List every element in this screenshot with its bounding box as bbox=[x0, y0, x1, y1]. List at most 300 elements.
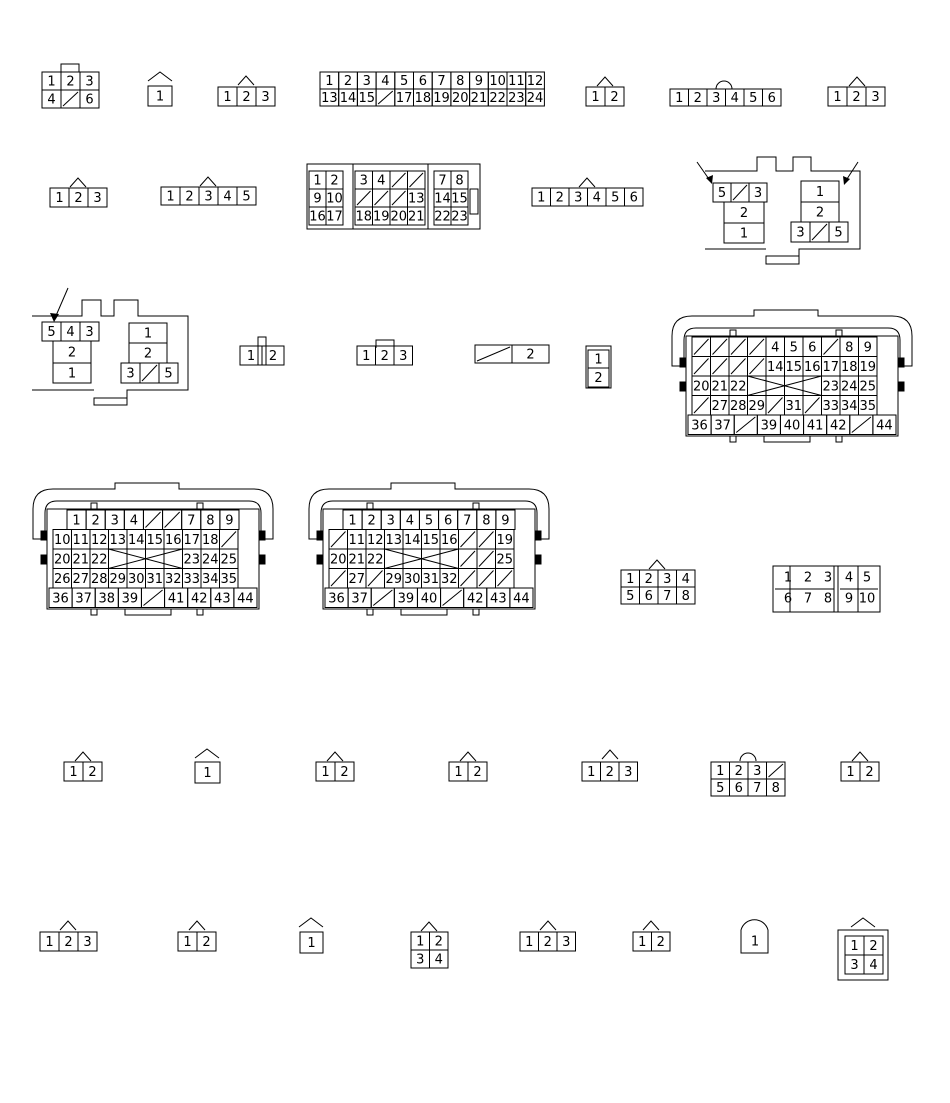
pin-number: 6 bbox=[783, 591, 793, 607]
polarizing-key bbox=[259, 531, 265, 540]
lock-tab bbox=[195, 749, 219, 758]
pin-number: 14 bbox=[127, 532, 145, 548]
connector-c30 bbox=[40, 921, 97, 951]
pin-number: 4 bbox=[681, 572, 690, 587]
bottom-tab bbox=[764, 436, 810, 442]
pin-number: 1 bbox=[454, 765, 463, 780]
pin-number: 5 bbox=[716, 781, 725, 796]
pin-number: 6 bbox=[418, 74, 427, 89]
pointer-arrow bbox=[55, 288, 68, 318]
empty-pin-slash bbox=[142, 365, 157, 381]
pin-number: 3 bbox=[416, 952, 425, 968]
lock-tab bbox=[852, 752, 868, 761]
lock-tab bbox=[189, 921, 205, 930]
polarizing-key bbox=[535, 555, 541, 564]
pin-number: 1 bbox=[183, 935, 192, 950]
pin-number: 10 bbox=[326, 191, 343, 207]
pin-number: 6 bbox=[85, 92, 94, 108]
pin-number: 37 bbox=[75, 591, 92, 607]
pin-number: 2 bbox=[330, 173, 339, 189]
pin-number: 44 bbox=[876, 418, 893, 434]
connector-hood bbox=[672, 310, 912, 366]
lock-tab bbox=[602, 750, 618, 759]
empty-pin-slash bbox=[222, 532, 237, 548]
pin-number: 20 bbox=[329, 552, 347, 568]
pin-number: 34 bbox=[201, 571, 219, 587]
arrow-head bbox=[843, 176, 850, 185]
pin-number: 3 bbox=[823, 570, 833, 586]
pin-number: 8 bbox=[456, 74, 465, 89]
latch bbox=[470, 189, 478, 214]
pin-number: 22 bbox=[90, 552, 108, 568]
empty-pin-slash bbox=[852, 417, 871, 433]
pin-number: 1 bbox=[362, 349, 371, 364]
lock-tab bbox=[597, 77, 613, 86]
pin-number: 16 bbox=[440, 532, 458, 548]
pin-number: 40 bbox=[420, 591, 438, 607]
connector-c27 bbox=[582, 750, 638, 781]
pin-number: 18 bbox=[355, 209, 373, 225]
connector-c17 bbox=[586, 346, 611, 388]
connector-c15 bbox=[357, 340, 413, 365]
pin-number: 6 bbox=[767, 91, 776, 106]
pin-number: 22 bbox=[729, 379, 747, 395]
pin-number: 1 bbox=[223, 90, 232, 105]
empty-pin-slash bbox=[750, 339, 765, 355]
lock-tab bbox=[70, 178, 86, 187]
pin-cell bbox=[422, 549, 441, 569]
pin-number: 22 bbox=[489, 91, 506, 106]
pin-number: 39 bbox=[121, 591, 139, 607]
empty-pin-slash bbox=[768, 398, 783, 414]
pin-number: 2 bbox=[555, 190, 564, 206]
connector-c24 bbox=[195, 749, 220, 783]
pin-number: 36 bbox=[328, 591, 345, 607]
empty-pin-slash bbox=[357, 191, 371, 205]
pin-number: 3 bbox=[712, 91, 721, 106]
pin-number: 8 bbox=[455, 173, 464, 189]
pin-number: 20 bbox=[692, 379, 710, 395]
pin-number: 2 bbox=[202, 935, 211, 950]
connector-c2 bbox=[148, 72, 172, 106]
pin-number: 3 bbox=[93, 191, 102, 206]
pin-number: 1 bbox=[67, 366, 77, 382]
pin-number: 4 bbox=[377, 173, 386, 189]
pin-number: 17 bbox=[395, 91, 413, 106]
pin-number: 1 bbox=[143, 326, 153, 342]
pin-number: 24 bbox=[840, 379, 858, 395]
connector-c10 bbox=[307, 164, 480, 229]
pin-number: 33 bbox=[183, 571, 201, 587]
pin-number: 4 bbox=[844, 570, 854, 586]
connector-c3 bbox=[218, 76, 275, 106]
pin-number: 7 bbox=[438, 173, 447, 189]
connector-c1 bbox=[42, 64, 99, 108]
pin-number: 7 bbox=[663, 589, 672, 604]
lock-tab bbox=[716, 81, 732, 89]
pin-number: 41 bbox=[806, 418, 824, 434]
pin-number: 6 bbox=[644, 589, 653, 604]
pin-number: 27 bbox=[72, 571, 90, 587]
pin-number: 14 bbox=[403, 532, 421, 548]
pin-number: 23 bbox=[822, 379, 840, 395]
pin-number: 5 bbox=[862, 570, 872, 586]
empty-pin-slash bbox=[824, 339, 839, 355]
empty-pin-slash bbox=[461, 532, 476, 548]
pin-number: 18 bbox=[414, 91, 432, 106]
pin-number: 13 bbox=[109, 532, 127, 548]
pin-number: 5 bbox=[611, 190, 620, 206]
connector-c12 bbox=[697, 157, 860, 264]
connector-c13 bbox=[32, 288, 188, 405]
pin-number: 38 bbox=[98, 591, 116, 607]
pin-number: 28 bbox=[90, 571, 108, 587]
pin-number: 24 bbox=[526, 91, 544, 106]
empty-pin-slash bbox=[392, 173, 406, 187]
empty-pin-slash bbox=[373, 590, 392, 606]
pin-number: 18 bbox=[840, 359, 858, 375]
pin-number: 32 bbox=[440, 571, 458, 587]
connector-c33 bbox=[411, 922, 448, 968]
pin-number: 1 bbox=[850, 939, 859, 954]
connector-c7 bbox=[828, 77, 885, 106]
connector-c35 bbox=[633, 921, 670, 951]
pin-number: 3 bbox=[399, 349, 408, 364]
pin-number: 30 bbox=[127, 571, 145, 587]
pin-number: 2 bbox=[605, 765, 614, 780]
pin-number: 9 bbox=[474, 74, 484, 89]
empty-pin-slash bbox=[63, 92, 78, 106]
pin-number: 25 bbox=[859, 379, 877, 395]
connector-c6 bbox=[670, 81, 781, 106]
pin-number: 13 bbox=[321, 91, 338, 106]
pin-number: 2 bbox=[594, 371, 603, 386]
pin-number: 20 bbox=[451, 91, 469, 106]
pin-number: 29 bbox=[748, 398, 766, 414]
empty-pin-slash bbox=[331, 571, 346, 587]
top-tab bbox=[91, 503, 97, 509]
lock-tab bbox=[851, 918, 875, 927]
pin-number: 2 bbox=[380, 349, 389, 364]
top-tab bbox=[367, 503, 373, 509]
top-tab bbox=[730, 330, 736, 336]
pin-number: 1 bbox=[72, 513, 81, 529]
pin-number: 2 bbox=[66, 74, 75, 90]
pin-number: 1 bbox=[675, 91, 684, 106]
pin-number: 8 bbox=[771, 781, 780, 796]
empty-pin-slash bbox=[694, 398, 709, 414]
pin-number: 5 bbox=[47, 325, 56, 340]
pin-number: 41 bbox=[167, 591, 185, 607]
pin-number: 1 bbox=[537, 190, 546, 206]
pin-number: 43 bbox=[490, 591, 507, 607]
connector-c31 bbox=[178, 921, 216, 951]
pin-number: 27 bbox=[348, 571, 366, 587]
pin-number: 8 bbox=[823, 591, 833, 607]
pin-number: 1 bbox=[313, 173, 322, 189]
connector-c28 bbox=[711, 753, 785, 796]
pin-number: 1 bbox=[739, 226, 749, 242]
pin-number: 2 bbox=[865, 765, 874, 780]
pin-number: 4 bbox=[66, 325, 75, 340]
pin-number: 3 bbox=[85, 325, 94, 340]
empty-pin-slash bbox=[479, 532, 494, 548]
empty-pin-slash bbox=[498, 571, 513, 587]
pin-number: 2 bbox=[91, 513, 100, 529]
bottom-tab bbox=[730, 436, 736, 442]
pin-number: 2 bbox=[610, 90, 619, 105]
empty-pin-slash bbox=[731, 359, 746, 375]
connector-c23 bbox=[64, 752, 102, 781]
bottom-tab bbox=[836, 436, 842, 442]
pin-number: 4 bbox=[592, 190, 601, 206]
pin-number: 2 bbox=[343, 74, 353, 89]
top-tab bbox=[473, 503, 479, 509]
pin-number: 1 bbox=[594, 352, 603, 368]
connector-housing bbox=[705, 157, 860, 264]
pin-number: 31 bbox=[785, 398, 803, 414]
pin-number: 5 bbox=[749, 91, 758, 106]
pin-number: 20 bbox=[390, 209, 408, 225]
pin-number: 4 bbox=[381, 74, 390, 89]
polarizing-key bbox=[41, 555, 47, 564]
connector-c9 bbox=[161, 177, 256, 205]
lock-tab bbox=[740, 753, 756, 761]
pin-number: 2 bbox=[815, 205, 825, 221]
pin-number: 2 bbox=[869, 939, 878, 954]
empty-pin-slash bbox=[378, 91, 393, 104]
pin-number: 2 bbox=[88, 765, 97, 780]
pin-number: 5 bbox=[717, 186, 727, 201]
pin-number: 23 bbox=[508, 91, 525, 106]
pin-number: 6 bbox=[734, 781, 743, 796]
pin-number: 11 bbox=[72, 532, 90, 548]
pin-number: 2 bbox=[67, 345, 77, 361]
empty-pin-slash bbox=[443, 590, 462, 606]
connector-c25 bbox=[316, 752, 354, 781]
pin-number: 42 bbox=[829, 418, 847, 434]
connector-hood bbox=[33, 483, 273, 539]
pin-number: 36 bbox=[691, 418, 708, 434]
connector-c11 bbox=[532, 178, 643, 206]
pin-number: 2 bbox=[739, 206, 749, 221]
pin-number: 31 bbox=[146, 571, 164, 587]
pin-number: 15 bbox=[785, 359, 803, 375]
pin-number: 3 bbox=[796, 225, 805, 241]
pin-number: 2 bbox=[644, 572, 653, 587]
pin-number: 26 bbox=[53, 571, 71, 587]
polarizing-key bbox=[317, 555, 323, 564]
pin-number: 3 bbox=[83, 935, 92, 950]
empty-pin-slash bbox=[410, 173, 424, 187]
empty-pin-slash bbox=[477, 347, 510, 361]
pin-number: 13 bbox=[385, 532, 403, 548]
lock-tab bbox=[649, 560, 665, 569]
pin-number: 1 bbox=[246, 349, 256, 364]
pin-number: 6 bbox=[629, 190, 638, 206]
pin-number: 23 bbox=[183, 552, 201, 568]
lock-tab bbox=[299, 918, 323, 927]
connector-c21 bbox=[621, 560, 695, 604]
pin-number: 4 bbox=[771, 340, 780, 356]
pin-number: 42 bbox=[190, 591, 208, 607]
bottom-tab bbox=[197, 609, 203, 615]
pin-number: 6 bbox=[443, 513, 453, 529]
pin-number: 9 bbox=[501, 513, 510, 529]
connector-c5 bbox=[586, 77, 624, 106]
pin-number: 12 bbox=[90, 532, 108, 548]
connector-c37 bbox=[838, 918, 888, 980]
empty-pin-slash bbox=[694, 339, 709, 355]
connector-c20 bbox=[309, 483, 549, 615]
pin-number: 2 bbox=[74, 191, 83, 206]
pin-number: 39 bbox=[397, 591, 415, 607]
connector-hood bbox=[309, 483, 549, 539]
polarizing-key bbox=[680, 382, 686, 391]
connector-c8 bbox=[50, 178, 107, 207]
pin-number: 39 bbox=[760, 418, 778, 434]
pin-cell bbox=[785, 376, 804, 396]
pin-number: 29 bbox=[109, 571, 127, 587]
bottom-tab bbox=[125, 609, 171, 615]
pin-number: 33 bbox=[822, 398, 840, 414]
pin-number: 3 bbox=[126, 366, 135, 382]
pin-number: 15 bbox=[146, 532, 164, 548]
pin-number: 2 bbox=[143, 346, 153, 362]
pin-number: 2 bbox=[367, 513, 376, 529]
pin-number: 3 bbox=[110, 513, 119, 529]
pin-number: 1 bbox=[55, 191, 64, 206]
pin-number: 23 bbox=[451, 209, 468, 225]
polarizing-key bbox=[535, 531, 541, 540]
pin-number: 8 bbox=[845, 340, 854, 356]
pin-number: 17 bbox=[822, 359, 840, 375]
pin-number: 2 bbox=[434, 934, 443, 950]
pin-number: 8 bbox=[482, 513, 491, 529]
pin-number: 21 bbox=[407, 209, 425, 225]
pin-cell bbox=[766, 376, 785, 396]
lock-tab bbox=[238, 76, 254, 85]
pin-number: 5 bbox=[242, 189, 251, 205]
pin-number: 37 bbox=[351, 591, 368, 607]
pin-cell bbox=[403, 549, 422, 569]
pin-number: 31 bbox=[422, 571, 440, 587]
pin-number: 14 bbox=[434, 191, 451, 207]
empty-pin-slash bbox=[736, 417, 755, 433]
pin-number: 4 bbox=[434, 952, 443, 968]
pin-number: 16 bbox=[803, 359, 821, 375]
pin-number: 2 bbox=[543, 935, 552, 950]
empty-pin-slash bbox=[694, 359, 709, 375]
connector-c29 bbox=[841, 752, 879, 781]
pin-number: 1 bbox=[69, 765, 78, 780]
pin-number: 7 bbox=[463, 513, 472, 529]
pin-number: 1 bbox=[166, 189, 175, 205]
pin-number: 44 bbox=[513, 591, 530, 607]
pin-number: 9 bbox=[313, 191, 322, 207]
pin-number: 21 bbox=[72, 552, 90, 568]
connector-c32 bbox=[299, 918, 323, 953]
pin-number: 2 bbox=[185, 189, 194, 205]
pin-number: 18 bbox=[201, 532, 219, 548]
empty-pin-slash bbox=[479, 551, 494, 567]
pin-number: 3 bbox=[663, 572, 672, 587]
pin-number: 21 bbox=[470, 91, 488, 106]
pin-number: 2 bbox=[242, 90, 251, 105]
pin-number: 2 bbox=[852, 90, 861, 105]
pin-number: 1 bbox=[348, 513, 357, 529]
empty-pin-slash bbox=[368, 571, 383, 587]
pin-number: 19 bbox=[372, 209, 390, 225]
pin-number: 2 bbox=[64, 935, 73, 950]
pin-number: 13 bbox=[407, 191, 425, 207]
pin-number: 40 bbox=[783, 418, 801, 434]
bottom-tab bbox=[367, 609, 373, 615]
lock-tab bbox=[148, 72, 172, 81]
pin-number: 19 bbox=[496, 532, 514, 548]
pin-number: 1 bbox=[626, 572, 635, 587]
lock-tab bbox=[200, 177, 216, 186]
pin-number: 4 bbox=[223, 189, 232, 205]
pin-number: 12 bbox=[366, 532, 384, 548]
pin-number: 1 bbox=[846, 765, 855, 780]
pin-number: 1 bbox=[638, 935, 647, 950]
pin-number: 1 bbox=[155, 89, 165, 105]
pin-number: 24 bbox=[201, 552, 219, 568]
pin-number: 2 bbox=[656, 935, 665, 950]
pin-number: 35 bbox=[859, 398, 877, 414]
pin-number: 3 bbox=[624, 765, 633, 780]
empty-pin-slash bbox=[713, 359, 728, 375]
pin-number: 12 bbox=[526, 74, 544, 89]
pin-number: 1 bbox=[525, 935, 534, 950]
connector-c26 bbox=[449, 752, 487, 781]
pin-number: 7 bbox=[187, 513, 196, 529]
empty-pin-slash bbox=[375, 191, 389, 205]
lock-tab bbox=[60, 921, 76, 930]
empty-pin-slash bbox=[479, 571, 494, 587]
pin-number: 5 bbox=[424, 513, 434, 529]
pin-number: 3 bbox=[753, 764, 762, 779]
pin-number: 29 bbox=[385, 571, 403, 587]
pin-number: 1 bbox=[203, 766, 212, 781]
pin-number: 14 bbox=[339, 91, 357, 106]
pin-number: 3 bbox=[562, 935, 571, 950]
empty-pin-slash bbox=[733, 185, 747, 200]
connector-c14 bbox=[240, 337, 284, 365]
pin-number: 2 bbox=[803, 570, 813, 586]
lock-tab bbox=[327, 752, 343, 761]
empty-pin-slash bbox=[145, 512, 160, 528]
pin-number: 4 bbox=[47, 92, 56, 108]
pin-number: 10 bbox=[858, 591, 876, 607]
lock-tab bbox=[376, 340, 394, 348]
connector-c18 bbox=[672, 310, 912, 442]
pin-number: 32 bbox=[164, 571, 182, 587]
pin-number: 15 bbox=[451, 191, 468, 207]
empty-pin-slash bbox=[812, 224, 827, 240]
pin-number: 20 bbox=[53, 552, 71, 568]
pin-number: 44 bbox=[237, 591, 254, 607]
pin-number: 17 bbox=[326, 209, 343, 225]
pin-number: 22 bbox=[434, 209, 451, 225]
pin-number: 5 bbox=[400, 74, 409, 89]
pin-number: 3 bbox=[204, 189, 213, 205]
empty-pin-slash bbox=[165, 512, 180, 528]
connector-c19 bbox=[33, 483, 273, 615]
pin-number: 4 bbox=[405, 513, 415, 529]
pin-number: 2 bbox=[473, 765, 482, 780]
